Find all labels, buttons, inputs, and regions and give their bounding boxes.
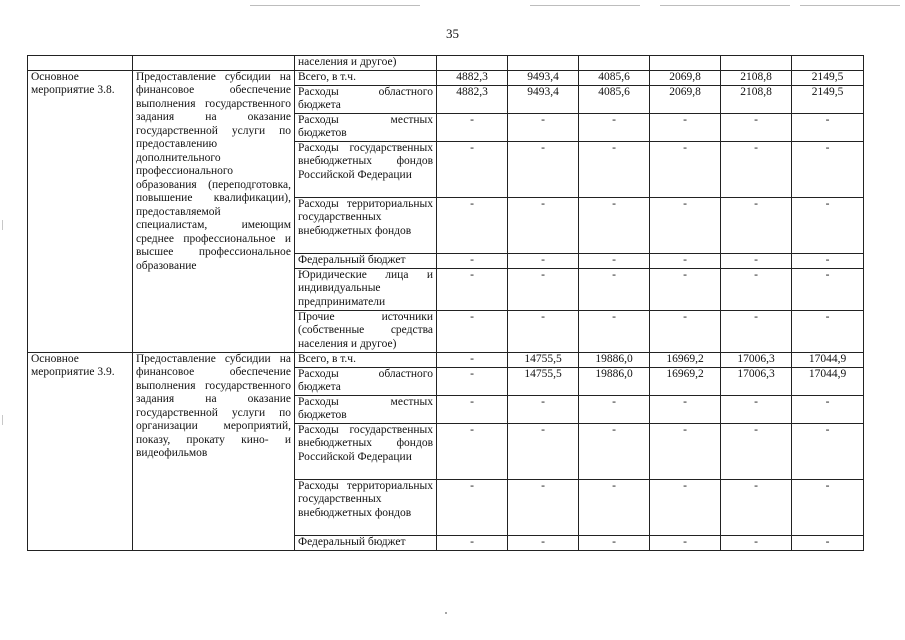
value-cell: -: [721, 535, 792, 550]
value-cell: [579, 56, 650, 71]
value-cell: -: [508, 197, 579, 253]
event-cell: [28, 56, 133, 71]
funding-table: [27, 55, 864, 551]
value-cell: -: [508, 535, 579, 550]
value-cell: -: [650, 479, 721, 535]
source-cell: Федеральный бюджет: [295, 535, 437, 550]
scan-margin-mark: [2, 220, 3, 230]
event-name: Основное мероприятие 3.8.: [31, 70, 115, 96]
event-name: Основное мероприятие 3.9.: [31, 352, 115, 378]
value-cell: -: [792, 395, 864, 423]
value-cell: -: [650, 197, 721, 253]
value-cell: -: [437, 535, 508, 550]
value-cell: -: [721, 310, 792, 352]
value-cell: 17044,9: [792, 352, 864, 367]
value-cell: 9493,4: [508, 70, 579, 85]
source-cell: Расходы местных бюджетов: [295, 113, 437, 141]
value-cell: [792, 56, 864, 71]
value-cell: -: [579, 310, 650, 352]
value-cell: -: [437, 352, 508, 367]
value-cell: -: [721, 395, 792, 423]
value-cell: -: [792, 268, 864, 310]
scan-margin-mark: [2, 415, 3, 425]
source-cell: Всего, в т.ч.: [295, 70, 437, 85]
value-cell: -: [650, 268, 721, 310]
value-cell: -: [721, 141, 792, 197]
value-cell: 2069,8: [650, 85, 721, 113]
value-cell: -: [437, 253, 508, 268]
value-cell: -: [650, 395, 721, 423]
source-cell: Прочие источники (собственные средства населения и другое): [295, 310, 437, 352]
value-cell: -: [721, 113, 792, 141]
value-cell: 4882,3: [437, 70, 508, 85]
source-cell: Расходы территориальных государственных внебюджетных фондов: [295, 479, 437, 535]
event-cell: [28, 352, 133, 550]
value-cell: 2149,5: [792, 85, 864, 113]
value-cell: -: [437, 395, 508, 423]
value-cell: -: [437, 479, 508, 535]
value-cell: -: [579, 535, 650, 550]
value-cell: -: [508, 423, 579, 479]
value-cell: -: [579, 423, 650, 479]
scan-top-rule: [530, 5, 640, 6]
value-cell: -: [579, 141, 650, 197]
value-cell: -: [508, 141, 579, 197]
value-cell: 17006,3: [721, 367, 792, 395]
table-row: [28, 70, 864, 85]
value-cell: -: [721, 423, 792, 479]
value-cell: -: [721, 479, 792, 535]
value-cell: 14755,5: [508, 352, 579, 367]
value-cell: -: [437, 197, 508, 253]
value-cell: -: [579, 479, 650, 535]
value-cell: 4085,6: [579, 85, 650, 113]
scan-top-rule: [800, 5, 900, 6]
value-cell: -: [650, 113, 721, 141]
value-cell: -: [437, 141, 508, 197]
value-cell: -: [650, 310, 721, 352]
source-cell: Всего, в т.ч.: [295, 352, 437, 367]
value-cell: -: [650, 253, 721, 268]
value-cell: [508, 56, 579, 71]
value-cell: -: [792, 535, 864, 550]
value-cell: 2149,5: [792, 70, 864, 85]
value-cell: -: [792, 479, 864, 535]
value-cell: -: [508, 268, 579, 310]
value-cell: -: [437, 423, 508, 479]
value-cell: 17044,9: [792, 367, 864, 395]
value-cell: -: [792, 197, 864, 253]
source-cell: Юридические лица и индивидуальные предприниматели: [295, 268, 437, 310]
value-cell: 16969,2: [650, 352, 721, 367]
source-cell: населения и другое): [295, 56, 437, 71]
value-cell: -: [508, 395, 579, 423]
value-cell: -: [650, 535, 721, 550]
scan-top-rule: [660, 5, 790, 6]
value-cell: [721, 56, 792, 71]
value-cell: -: [721, 197, 792, 253]
value-cell: -: [792, 253, 864, 268]
value-cell: -: [579, 197, 650, 253]
value-cell: -: [437, 268, 508, 310]
description-cell: Предоставление субсидии на финансовое обеспечение выполнения государственного задания на оказание государственной услуги по предоставлению дополнительного профессионального образования (переподготовка, повышение квалификации), предоставляемой специалистам, имеющим среднее профессиональное и высшее профессиональное образование: [133, 70, 295, 352]
scan-top-rule: [250, 5, 420, 6]
value-cell: -: [650, 141, 721, 197]
value-cell: 16969,2: [650, 367, 721, 395]
value-cell: 2069,8: [650, 70, 721, 85]
source-cell: Расходы государственных внебюджетных фондов Российской Федерации: [295, 423, 437, 479]
value-cell: [650, 56, 721, 71]
source-cell: Расходы областного бюджета: [295, 367, 437, 395]
page-number: 35: [446, 26, 459, 41]
value-cell: -: [579, 268, 650, 310]
value-cell: 9493,4: [508, 85, 579, 113]
value-cell: 4085,6: [579, 70, 650, 85]
value-cell: 17006,3: [721, 352, 792, 367]
value-cell: 2108,8: [721, 70, 792, 85]
value-cell: 19886,0: [579, 352, 650, 367]
value-cell: -: [792, 423, 864, 479]
value-cell: -: [437, 113, 508, 141]
value-cell: 4882,3: [437, 85, 508, 113]
source-cell: Расходы областного бюджета: [295, 85, 437, 113]
description-cell: Предоставление субсидии на финансовое обеспечение выполнения государственного задания на оказание государственной услуги по организации мероприятий, показу, прокату кино- и видеофильмов: [133, 352, 295, 550]
value-cell: [437, 56, 508, 71]
value-cell: -: [508, 253, 579, 268]
value-cell: -: [721, 268, 792, 310]
value-cell: -: [508, 310, 579, 352]
value-cell: -: [792, 141, 864, 197]
value-cell: -: [508, 479, 579, 535]
value-cell: -: [792, 113, 864, 141]
scan-speck: [445, 612, 447, 614]
value-cell: -: [721, 253, 792, 268]
value-cell: 2108,8: [721, 85, 792, 113]
value-cell: -: [579, 395, 650, 423]
value-cell: 19886,0: [579, 367, 650, 395]
value-cell: -: [650, 423, 721, 479]
value-cell: 14755,5: [508, 367, 579, 395]
table-row: [28, 352, 864, 367]
source-cell: Расходы территориальных государственных внебюджетных фондов: [295, 197, 437, 253]
source-cell: Федеральный бюджет: [295, 253, 437, 268]
description-cell: [133, 56, 295, 71]
value-cell: -: [579, 253, 650, 268]
table-row: [28, 56, 864, 71]
value-cell: -: [792, 310, 864, 352]
value-cell: -: [508, 113, 579, 141]
source-cell: Расходы государственных внебюджетных фондов Российской Федерации: [295, 141, 437, 197]
value-cell: -: [579, 113, 650, 141]
event-cell: [28, 70, 133, 352]
value-cell: -: [437, 367, 508, 395]
source-cell: Расходы местных бюджетов: [295, 395, 437, 423]
value-cell: -: [437, 310, 508, 352]
